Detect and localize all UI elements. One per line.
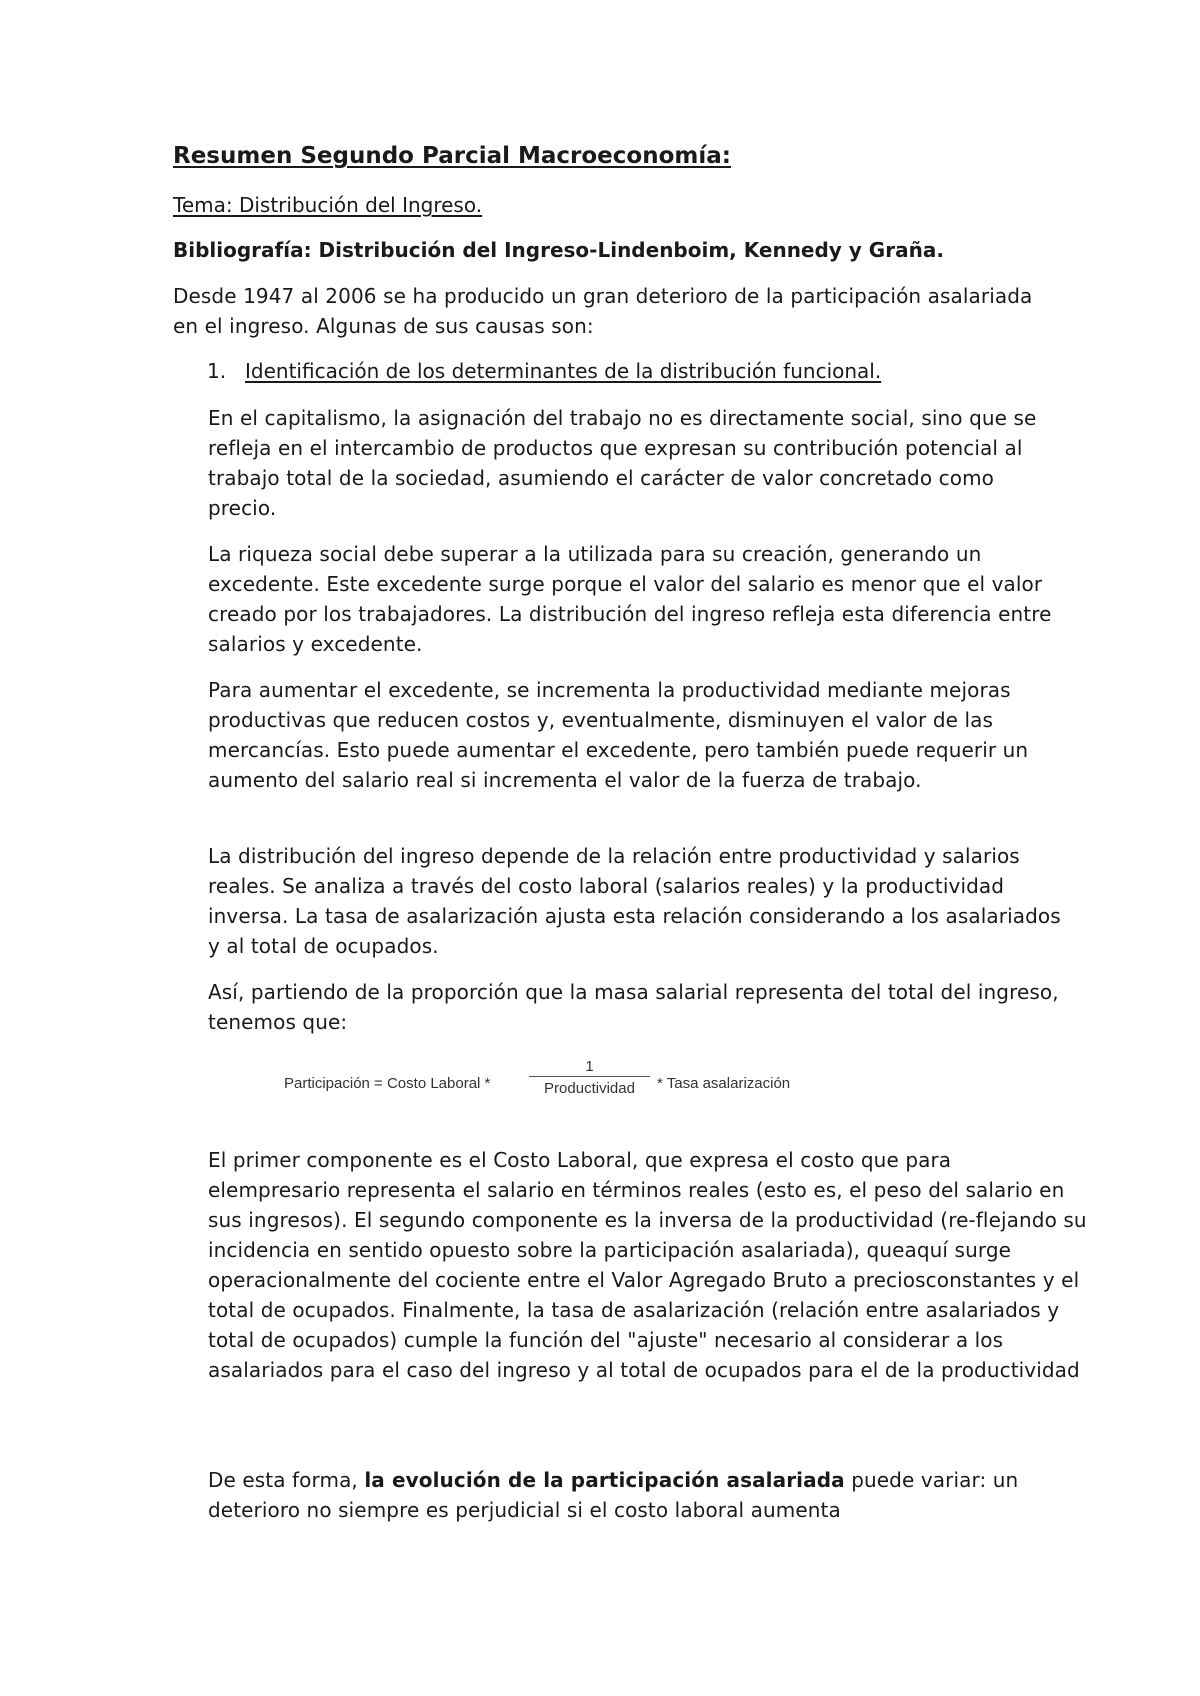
paragraph-closing <box>208 1465 1068 1525</box>
closing-bold: la evolución de la participación asalariada <box>364 1468 845 1492</box>
paragraph-formula-intro: Así, partiendo de la proporción que la masa salarial representa del total del ingreso, tenemos que: <box>208 980 1059 1034</box>
formula-numerator: 1 <box>585 1058 594 1075</box>
participation-formula <box>284 1058 804 1108</box>
formula-denominator: Productividad <box>544 1080 635 1097</box>
intro-paragraph: Desde 1947 al 2006 se ha producido un gran deterioro de la participación asalariada en el ingreso. Algunas de sus causas son: <box>173 284 1033 338</box>
closing-suffix: puede variar: un deterioro no siempre es perjudicial si el costo laboral aumenta <box>208 1468 1019 1522</box>
topic-heading: Tema: Distribución del Ingreso. <box>173 193 483 217</box>
bibliography-line: Bibliografía: Distribución del Ingreso-Lindenboim, Kennedy y Graña. <box>173 238 944 262</box>
formula-lhs: Participación = Costo Laboral * <box>284 1075 491 1092</box>
paragraph-social-wealth: La riqueza social debe superar a la utilizada para su creación, generando un excedente. Este excedente surge porque el valor del salario es menor que el valor creado por los trabajadores. La distribución del ingreso refleja esta diferencia entre salarios y excedente. <box>208 542 1052 656</box>
paragraph-components: El primer componente es el Costo Laboral, que expresa el costo que para elempresario representa el salario en términos reales (esto es, el peso del salario en sus ingresos). El segundo componente es la inversa de la productividad (re-flejando su incidencia en sentido opuesto sobre la participación asalariada), queaquí surge operacionalmente del cociente entre el Valor Agregado Bruto a preciosconstantes y el total de ocupados. Finalmente, la tasa de asalarización (relación entre asalariados y total de ocupados) cumple la función del "ajuste" necesario al considerar a los asalariados para el caso del ingreso y al total de ocupados para el de la productividad <box>208 1148 1087 1382</box>
list-item-text: Identificación de los determinantes de la distribución funcional. <box>245 359 882 383</box>
list-number: 1. <box>207 359 227 383</box>
list-item <box>207 359 881 383</box>
paragraph-capitalism: En el capitalismo, la asignación del trabajo no es directamente social, sino que se refleja en el intercambio de productos que expresan su contribución potencial al trabajo total de la sociedad, asumiendo el carácter de valor concretado como precio. <box>208 406 1037 520</box>
paragraph-surplus: Para aumentar el excedente, se incrementa la productividad mediante mejoras productivas que reducen costos y, eventualmente, disminuyen el valor de las mercancías. Esto puede aumentar el excedente, pero también puede requerir un aumento del salario real si incrementa el valor de la fuerza de trabajo. <box>208 678 1029 792</box>
document-title: Resumen Segundo Parcial Macroeconomía: <box>173 143 731 169</box>
formula-fraction <box>527 1058 652 1097</box>
paragraph-income-distribution: La distribución del ingreso depende de la relación entre productividad y salarios reales. Se analiza a través del costo laboral (salarios reales) y la productividad inversa. La tasa de asalarización ajusta esta relación considerando a los asalariados y al total de ocupados. <box>208 844 1061 958</box>
closing-prefix: De esta forma, <box>208 1468 365 1492</box>
formula-rhs: * Tasa asalarización <box>657 1075 791 1092</box>
